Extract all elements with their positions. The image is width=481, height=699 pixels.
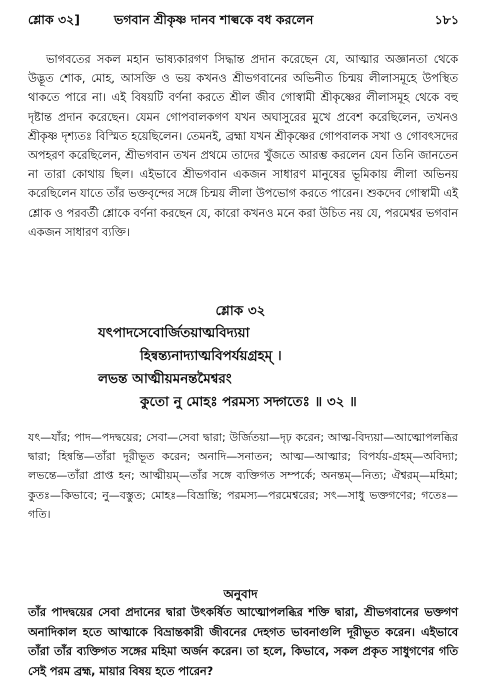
- verse-text: [28, 322, 458, 414]
- header-verse-ref: শ্লোক ৩২]: [28, 12, 80, 27]
- translation-heading: অনুবাদ: [223, 587, 258, 601]
- verse-line: লভন্ত আত্মীয়মনন্তমৈশ্বরং: [98, 371, 232, 387]
- purport-paragraph: ভাগবতের সকল মহান ভাষ্যকারগণ সিদ্ধান্ত প্রদান করেছেন যে, আত্মার অজ্ঞানতা থেকে উদ্ভূত শোক, মোহ, আসক্তি ও ভয় কখনও শ্রীভগবানের অভিনীত চিন্ময় লীলাসমূহে উপস্থিত থাকতে পারে না। এই বিষয়টি বর্ণনা করতে শ্রীল জীব গোস্বামী শ্রীকৃষ্ণের লীলাসমূহ থেকে বহু দৃষ্টান্ত প্রদান করেছেন। যেমন গোপবালকগণ যখন অঘাসুরের মুখে প্রবেশ করেছিলেন, তখনও শ্রীকৃষ্ণ দৃশ্যতঃ বিস্মিত হয়েছিলেন। তেমনই, ব্রহ্মা যখন শ্রীকৃষ্ণের গোপবালক সখা ও গোবৎসদের অপহরণ করেছিলেন, শ্রীভগবান তখন প্রথমে তাদের খুঁজতে আরম্ভ করলেন যেন তিনি জানতেন না তারা কোথায় ছিল। এইভাবে শ্রীভগবান একজন সাধারণ মানুষের ভূমিকায় লীলা অভিনয় করেছিলেন যাতে তাঁর ভক্তবৃন্দের সঙ্গে চিন্ময় লীলা উপভোগ করতে পারেন। শুকদেব গোস্বামী এই শ্লোক ও পরবর্তী শ্লোকে বর্ণনা করছেন যে, কারো কখনও মনে করা উচিত নয় যে, পরমেশ্বর ভগবান একজন সাধারণ ব্যক্তি।: [28, 53, 458, 239]
- header-chapter-title: ভগবান শ্রীকৃষ্ণ দানব শাল্বকে বধ করলেন: [114, 12, 314, 27]
- page-header: [28, 10, 459, 32]
- verse-title: শ্লোক ৩২: [215, 303, 266, 319]
- word-for-word-synonyms: যৎ—যাঁর; পাদ—পদদ্বয়ের; সেবা—সেবা দ্বারা; উর্জিতয়া—দৃঢ় করেন; আত্ম-বিদ্যয়া—আত্মোপলব্ধির দ্বারা; হিন্বন্তি—তাঁরা দূরীভূত করেন; অনাদি—সনাতন; আত্ম—আত্মার; বিপর্যয়-গ্রহম্—অবিদ্যা; লভন্তে—তাঁরা প্রাপ্ত হন; আত্মীয়ম্—তাঁর সঙ্গে ব্যক্তিগত সম্পর্কে; অনন্তম্—নিত্য; ঐশ্বরম্—মহিমা; কুতঃ—কিভাবে; নু—বস্তুত; মোহঃ—বিভ্রান্তি; পরমস্য—পরমেশ্বরের; সৎ—সাধু ভক্তগণের; গতেঃ—গতি।: [28, 431, 458, 521]
- verse-line: যৎপাদসেবোর্জিতয়াত্মবিদ্যয়া: [98, 325, 250, 341]
- page-number: ১৮১: [434, 12, 459, 27]
- verse-line: কুতো নু মোহঃ পরমস্য সদ্গতেঃ ॥ ৩২ ॥: [140, 394, 357, 410]
- translation-paragraph: তাঁর পাদদ্বয়ের সেবা প্রদানের দ্বারা উৎকর্ষিত আত্মোপলব্ধির শক্তি দ্বারা, শ্রীভগবানের ভক্তগণ অনাদিকাল হতে আত্মাকে বিভ্রান্তকারী জীবনের দেহগত ভাবনাগুলি দূরীভূত করেন। এইভাবে তাঁরা তাঁর ব্যক্তিগত সঙ্গের মহিমা অর্জন করেন। তা হলে, কিভাবে, সকল প্রকৃত সাধুগণের গতি সেই পরম ব্রহ্ম, মায়ার বিষয় হতে পারেন?: [28, 606, 458, 678]
- verse-line: হিন্বন্ত্যনাদ্যাত্মবিপর্যয়গ্রহম্ ।: [140, 348, 282, 364]
